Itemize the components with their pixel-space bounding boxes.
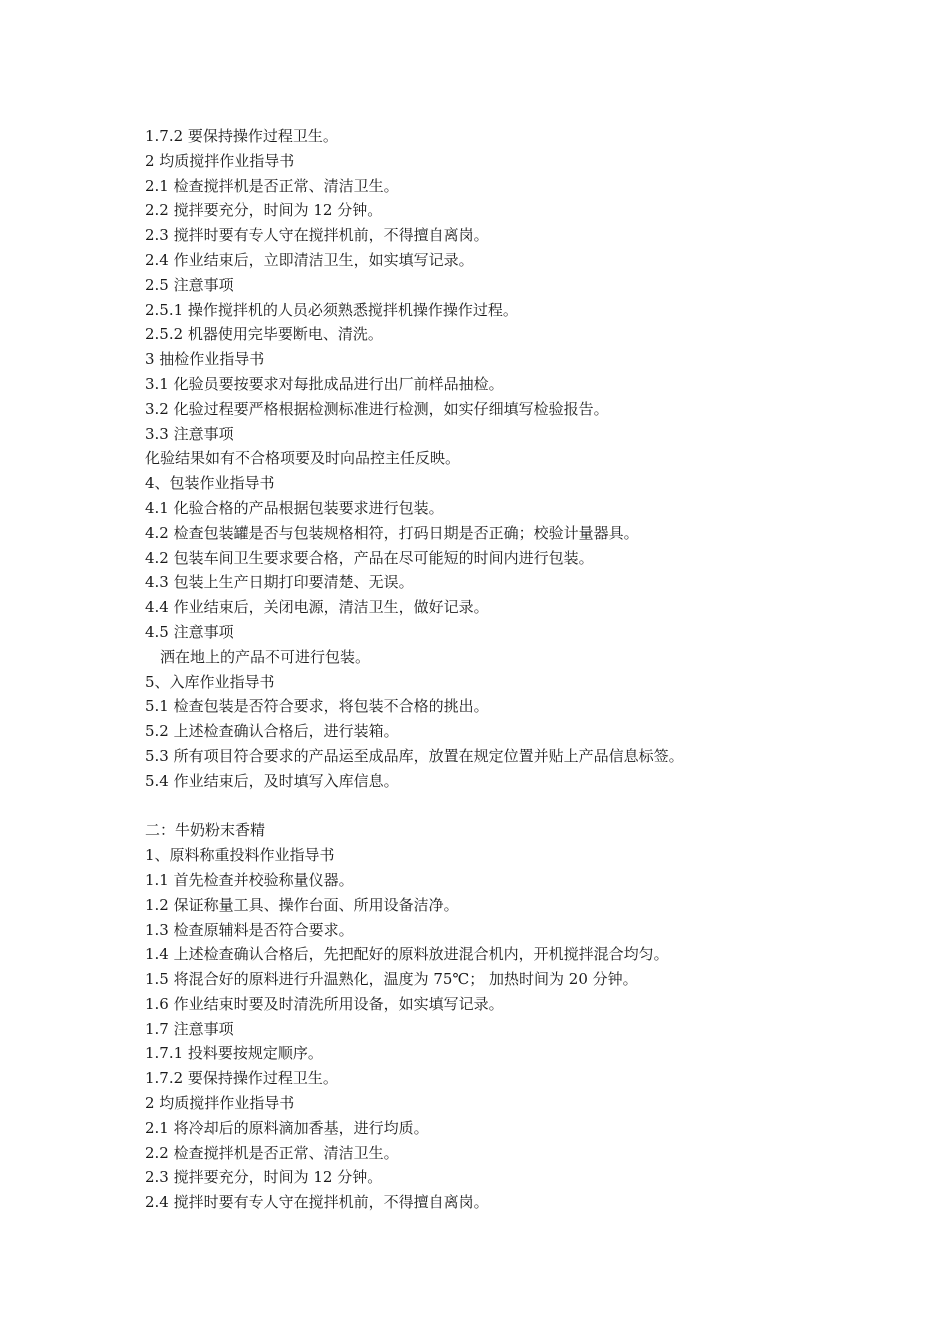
text-line: 2.5.1 操作搅拌机的人员必须熟悉搅拌机操作操作过程。 — [145, 300, 518, 319]
text-line: 4.3 包装上生产日期打印要清楚、无误。 — [145, 573, 414, 592]
subsection-heading: 1.7 注意事项 — [145, 1019, 234, 1038]
text-line: 4.2 包装车间卫生要求要合格，产品在尽可能短的时间内进行包装。 — [145, 548, 594, 567]
text-line: 4.1 化验合格的产品根据包装要求进行包装。 — [145, 498, 444, 517]
text-line: 1.5 将混合好的原料进行升温熟化，温度为 75℃； 加热时间为 20 分钟。 — [145, 970, 638, 989]
section-heading: 2 均质搅拌作业指导书 — [145, 151, 295, 170]
text-line: 1.1 首先检查并校验称量仪器。 — [145, 870, 354, 889]
text-line: 2.2 搅拌要充分，时间为 12 分钟。 — [145, 201, 383, 220]
text-line: 5.1 检查包装是否符合要求，将包装不合格的挑出。 — [145, 697, 489, 716]
text-line: 3.2 化验过程要严格根据检测标准进行检测，如实仔细填写检验报告。 — [145, 399, 609, 418]
text-line: 1.7.1 投料要按规定顺序。 — [145, 1044, 323, 1063]
text-line: 1.2 保证称量工具、操作台面、所用设备洁净。 — [145, 895, 459, 914]
chapter-heading: 二：牛奶粉末香精 — [145, 821, 266, 840]
blank-line — [145, 794, 845, 819]
text-line: 1.7.2 要保持操作过程卫生。 — [145, 127, 338, 145]
text-line: 2.4 作业结束后，立即清洁卫生，如实填写记录。 — [145, 250, 474, 269]
text-line: 1.7.2 要保持操作过程卫生。 — [145, 1069, 338, 1088]
subsection-heading: 2.5 注意事项 — [145, 275, 234, 294]
document-body — [145, 124, 845, 1215]
text-line: 2.3 搅拌要充分，时间为 12 分钟。 — [145, 1168, 383, 1187]
section-heading: 2 均质搅拌作业指导书 — [145, 1094, 295, 1113]
section-heading: 4、包装作业指导书 — [145, 474, 275, 493]
text-line: 2.1 检查搅拌机是否正常、清洁卫生。 — [145, 176, 399, 195]
subsection-heading: 3.3 注意事项 — [145, 424, 234, 443]
text-line: 4.2 检查包装罐是否与包装规格相符，打码日期是否正确；校验计量器具。 — [145, 523, 639, 542]
text-line: 2.5.2 机器使用完毕要断电、清洗。 — [145, 325, 383, 344]
text-line: 4.4 作业结束后，关闭电源，清洁卫生，做好记录。 — [145, 598, 489, 617]
section-heading: 1、原料称重投料作业指导书 — [145, 846, 335, 865]
text-line: 2.1 将冷却后的原料滴加香基，进行均质。 — [145, 1118, 429, 1137]
section-heading: 3 抽检作业指导书 — [145, 350, 265, 369]
text-line: 1.3 检查原辅料是否符合要求。 — [145, 920, 354, 939]
section-heading: 5、入库作业指导书 — [145, 672, 275, 691]
text-line: 化验结果如有不合格项要及时向品控主任反映。 — [145, 449, 461, 468]
text-line: 5.2 上述检查确认合格后，进行装箱。 — [145, 722, 399, 741]
text-line: 1.4 上述检查确认合格后，先把配好的原料放进混合机内，开机搅拌混合均匀。 — [145, 945, 669, 964]
text-line: 2.4 搅拌时要有专人守在搅拌机前，不得擅自离岗。 — [145, 1193, 489, 1212]
text-line: 5.3 所有项目符合要求的产品运至成品库，放置在规定位置并贴上产品信息标签。 — [145, 746, 684, 765]
text-line-indented: 洒在地上的产品不可进行包装。 — [160, 647, 371, 666]
text-line: 2.2 检查搅拌机是否正常、清洁卫生。 — [145, 1143, 399, 1162]
text-line: 3.1 化验员要按要求对每批成品进行出厂前样品抽检。 — [145, 374, 504, 393]
text-line: 1.6 作业结束时要及时清洗所用设备，如实填写记录。 — [145, 994, 504, 1013]
text-line: 5.4 作业结束后，及时填写入库信息。 — [145, 771, 399, 790]
text-line: 2.3 搅拌时要有专人守在搅拌机前，不得擅自离岗。 — [145, 226, 489, 245]
subsection-heading: 4.5 注意事项 — [145, 622, 234, 641]
